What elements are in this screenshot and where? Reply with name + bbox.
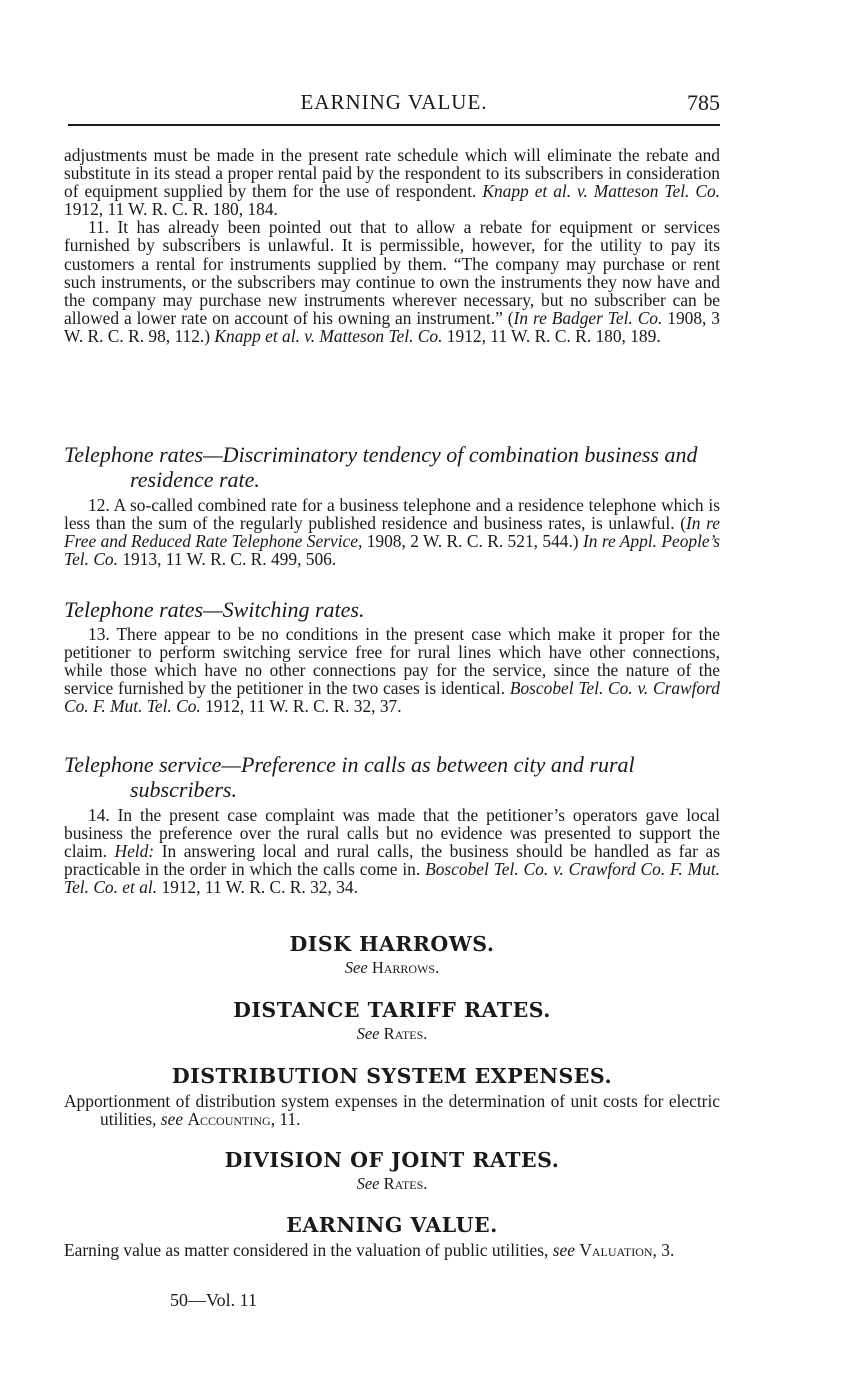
section-heading: Telephone rates—Discriminatory tendency of combination business and residence rate. — [64, 442, 698, 492]
entry-disk-harrows — [64, 932, 720, 978]
section-13 — [64, 597, 720, 715]
cross-reference: See Rates. — [356, 1174, 428, 1193]
case-citation: Knapp et al. v. Matteson Tel. Co. — [214, 325, 443, 346]
cross-reference: See Rates. — [356, 1024, 428, 1043]
case-citation: In re Free and Reduced Rate Telephone Service, — [64, 513, 720, 552]
section-12 — [64, 442, 720, 568]
continued-paragraph: adjustments must be made in the present rate schedule which will eliminate the rebate and substitute in its stead a proper rental paid by the respondent to its subscribers in consideration of equipment supplied by them for the use of respondent. Knapp et al. v. Matteson Tel. Co. 1912, 11 W. R. C. R. 180, 184. — [64, 145, 720, 220]
entry-distribution-system-expenses — [64, 1064, 720, 1128]
held-label: Held: — [114, 841, 155, 862]
case-citation: Boscobel Tel. Co. v. Crawford Co. F. Mut. Tel. Co. — [64, 678, 720, 717]
section-heading: Telephone rates—Switching rates. — [64, 597, 365, 622]
entry-title: DISTANCE TARIFF RATES. — [233, 998, 551, 1022]
running-title: EARNING VALUE. — [300, 90, 488, 114]
cross-reference: See Harrows. — [344, 958, 440, 977]
paragraph-11: 11. It has already been pointed out that to allow a rebate for equipment or services furnished by subscribers is unlawful. It is permissible, however, for the utility to pay its customers a rental for instruments supplied by them. “The company may purchase or rent such instruments, or the subscribers may continue to own the instruments they now have and the company may purchase new instruments wherever necessary, but no subscriber can be allowed a lower rate on account of his owning an instrument.” (In re Badger Tel. Co. 1908, 3 W. R. C. R. 98, 112.) Knapp et al. v. Matteson Tel. Co. 1912, 11 W. R. C. R. 180, 189. — [64, 217, 721, 346]
entry-division-of-joint-rates — [64, 1148, 720, 1194]
case-citation: Boscobel Tel. Co. v. Crawford Co. F. Mut. Tel. Co. et al. — [64, 859, 721, 898]
entry-distance-tariff-rates — [64, 998, 720, 1044]
paragraph-13: 13. There appear to be no conditions in the present case which make it proper for the petitioner to perform switching service free for rural lines which have other connections, while those which have no other connections pay for the service, since the nature of the service furnished by the petitioner in the two cases is identical. Boscobel Tel. Co. v. Crawford Co. F. Mut. Tel. Co. 1912, 11 W. R. C. R. 32, 37. — [64, 624, 720, 717]
case-citation: Knapp et al. v. Matteson Tel. Co. — [482, 181, 720, 202]
section-14 — [64, 752, 720, 896]
page-number: 785 — [687, 90, 720, 115]
case-citation: In re Appl. People’s Tel. Co. — [64, 531, 720, 570]
running-header — [68, 88, 720, 126]
entry-description: Earning value as matter considered in the valuation of public utilities, see Valuation, 3. — [64, 1240, 675, 1260]
paragraph-14: 14. In the present case complaint was made that the petitioner’s operators gave local business the preference over the rural calls but no evidence was presented to support the claim. Held: In answering local and rural calls, the business should be handled as far as practicable in the order in which the calls come in. Boscobel Tel. Co. v. Crawford Co. F. Mut. Tel. Co. et al. 1912, 11 W. R. C. R. 32, 34. — [64, 805, 721, 898]
paragraph-12: 12. A so-called combined rate for a business telephone and a residence telephone which is less than the sum of the regularly published residence and business rates, is unlawful. (In re Free and Reduced Rate Telephone Service, 1908, 2 W. R. C. R. 521, 544.) In re Appl. People’s Tel. Co. 1913, 11 W. R. C. R. 499, 506. — [64, 495, 720, 570]
entry-description: Apportionment of distribution system expenses in the determination of unit costs for electric utilities, see Accounting, 11. — [64, 1091, 720, 1130]
case-citation: In re Badger Tel. Co. — [513, 307, 663, 328]
signature-mark: 50—Vol. 11 — [170, 1290, 258, 1310]
entry-title: DISK HARROWS. — [289, 932, 495, 956]
entry-title: DISTRIBUTION SYSTEM EXPENSES. — [171, 1064, 613, 1088]
opening-paragraphs — [64, 146, 720, 345]
entry-title: EARNING VALUE. — [286, 1213, 498, 1237]
entry-earning-value — [64, 1213, 720, 1259]
section-heading: Telephone service—Preference in calls as between city and rural subscribers. — [64, 752, 635, 802]
entry-title: DIVISION OF JOINT RATES. — [224, 1148, 560, 1172]
